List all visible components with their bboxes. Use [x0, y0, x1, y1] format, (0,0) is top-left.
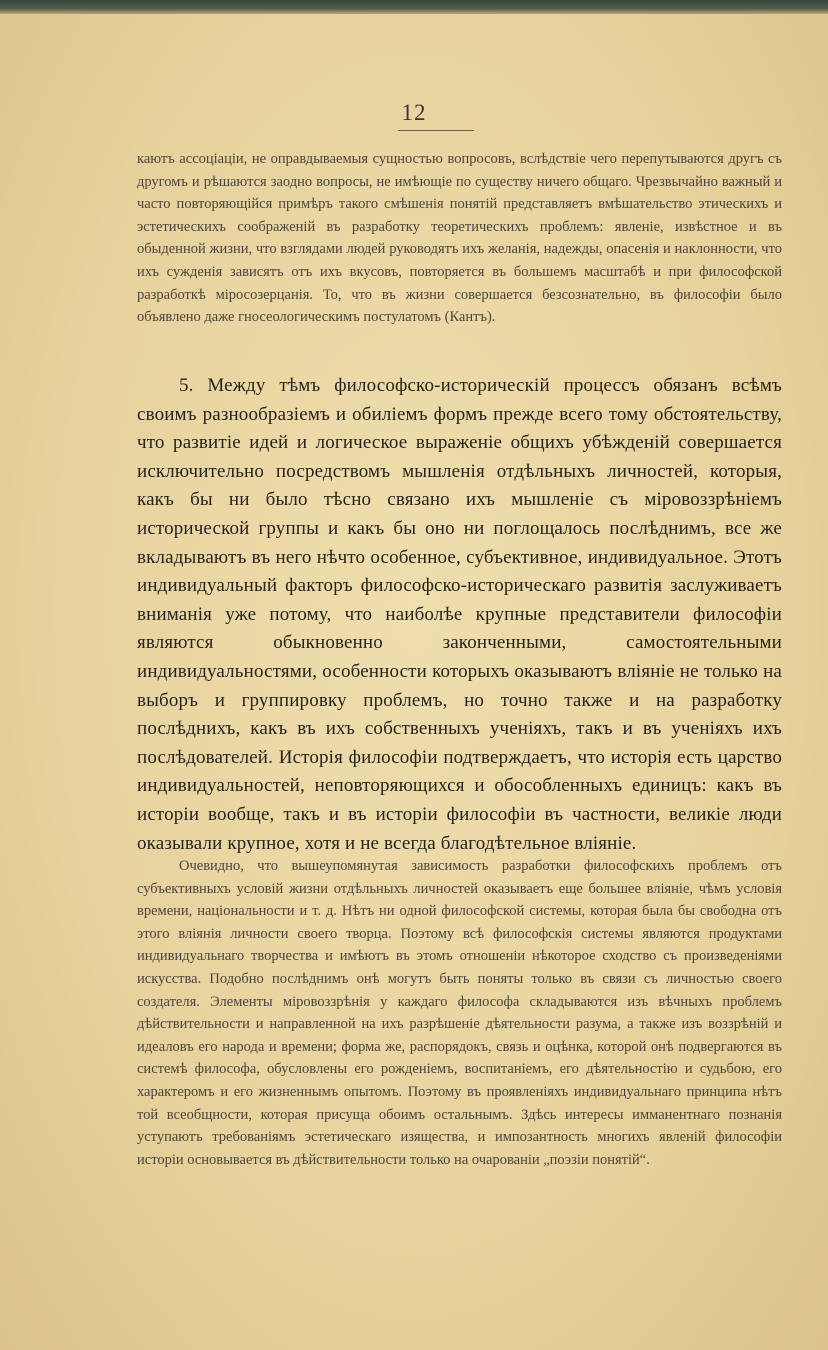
paragraph-section-5: 5. Между тѣмъ философско-историческій процессъ обязанъ всѣмъ своимъ разнообразіемъ и обиліемъ формъ прежде всего тому обстоятельству, что развитіе идей и логическое выраженіе общихъ убѣжденій совершается исключительно посредствомъ мышленія отдѣльныхъ личностей, которыя, какъ бы ни было тѣсно связано ихъ мышленіе съ міровоззрѣніемъ исторической группы и какъ бы оно ни поглощалось послѣднимъ, все же вкладываютъ въ него нѣчто особенное, субъективное, индивидуальное. Этотъ индивидуальный факторъ философско-историческаго развитія заслуживаетъ вниманія уже потому, что наиболѣе крупные представители философіи являются обыкновенно законченными, самостоятельными индивидуальностями, особенности которыхъ оказываютъ вліяніе не только на выборъ и группировку проблемъ, но точно также и на разработку послѣднихъ, какъ въ ихъ собственныхъ ученіяхъ, такъ и въ ученіяхъ ихъ послѣдователей. Исторія философіи подтверждаетъ, что исторія есть царство индивидуальностей, неповторяющихся и обособленныхъ единицъ: какъ въ исторіи вообще, такъ и въ исторіи философіи въ частности, великіе люди оказывали крупное, хотя и не всегда благодѣтельное вліяніе.	[137, 375, 782, 854]
page-number-rule	[398, 130, 474, 131]
paragraph-continuation: каютъ ассоціаціи, не оправдываемыя сущностью вопросовъ, вслѣдствіе чего перепутываются другъ съ другомъ и рѣшаются заодно вопросы, не имѣющіе по существу ничего общаго. Чрезвычайно важный и часто повторяющійся примѣръ такого смѣшенія понятій представляетъ вмѣшательство этическихъ и эстетическихъ соображеній въ разработку теоретическихъ проблемъ: явленіе, извѣстное и въ обыденной жизни, что взглядами людей руководятъ ихъ желанія, надежды, опасенія и наклонности, что ихъ сужденія зависятъ отъ ихъ вкусовъ, повторяется въ большемъ масштабѣ и при философской разработкѣ міросозерцанія. То, что въ жизни совершается безсознательно, въ философіи было объявлено даже гносеологическимъ постулатомъ (Кантъ).	[137, 151, 782, 326]
page-number: 12	[401, 100, 427, 125]
page-binding-edge	[0, 0, 828, 14]
paragraph-note: Очевидно, что вышеупомянутая зависимость разработки философскихъ проблемъ отъ субъективныхъ условій жизни отдѣльныхъ личностей оказываетъ еще большее вліяніе, чѣмъ условія времени, національности и т. д. Нѣтъ ни одной философской системы, которая была бы свободна отъ этого вліянія личности своего творца. Поэтому всѣ философскія системы являются продуктами индивидуальнаго творчества и имѣютъ въ этомъ отношеніи нѣкоторое сходство съ произведеніями искусства. Подобно послѣднимъ онѣ могутъ быть поняты только въ связи съ личностью своего создателя. Элементы міровоззрѣнія у каждаго философа складываются изъ вѣчныхъ проблемъ дѣйствительности и направленной на ихъ разрѣшеніе дѣятельности разума, а также изъ воззрѣній и идеаловъ его народа и времени; форма же, распорядокъ, связь и оцѣнка, которой онѣ подвергаются въ системѣ философа, обусловлены его рожденіемъ, воспитаніемъ, его дѣятельностію и судьбою, его характеромъ и его жизненнымъ опытомъ. Поэтому въ проявленіяхъ индивидуальнаго принципа нѣтъ той всеобщности, которая присуща обоимъ остальнымъ. Здѣсь интересы имманентнаго познанія уступаютъ требованіямъ эстетическаго изящества, и импозантность многихъ явленій философіи исторіи основывается въ дѣйствительности только на очарованіи „поэзіи понятій“.	[137, 858, 782, 1168]
